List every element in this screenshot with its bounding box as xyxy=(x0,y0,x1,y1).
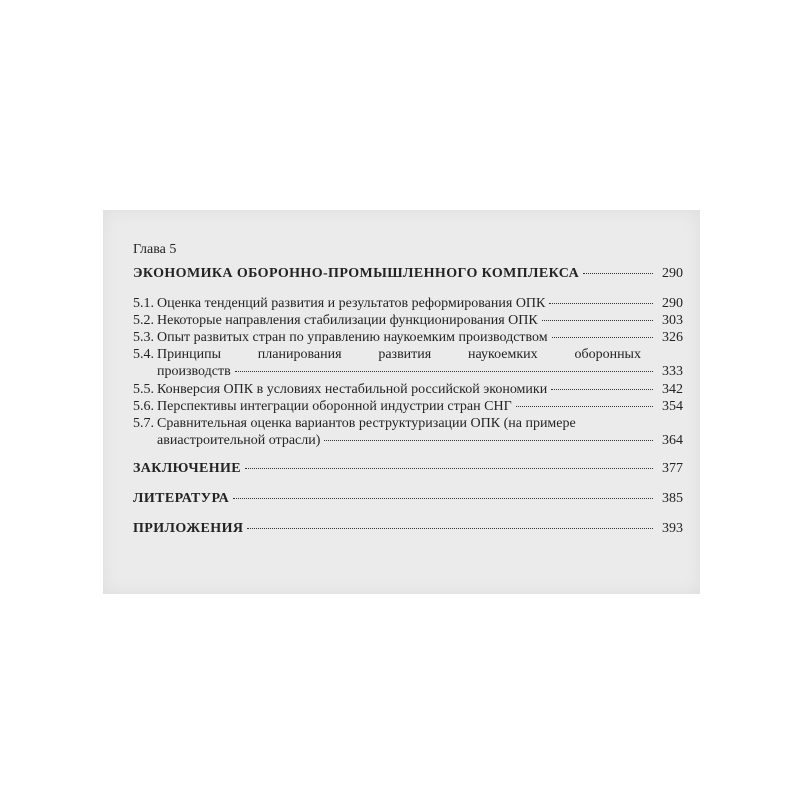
page-number: 354 xyxy=(662,399,683,414)
page-number: 333 xyxy=(662,364,683,379)
dot-leader xyxy=(324,440,653,441)
toc-entry-literature xyxy=(133,491,683,507)
section-number: 5.1. xyxy=(133,296,154,311)
toc-entry xyxy=(133,296,683,312)
section-title-line2: производств xyxy=(157,364,231,379)
page-number: 385 xyxy=(662,491,683,506)
toc-entry xyxy=(133,347,683,380)
dot-leader xyxy=(551,389,653,390)
section-title-line1: Принципы планирования развития наукоемких оборонных xyxy=(157,347,641,362)
toc-entry xyxy=(133,330,683,346)
page-number: 290 xyxy=(662,266,683,281)
dot-leader xyxy=(233,498,653,499)
page-number: 342 xyxy=(662,382,683,397)
section-title: Конверсия ОПК в условиях нестабильной российской экономики xyxy=(157,382,548,397)
section-number: 5.3. xyxy=(133,330,154,345)
section-title: Некоторые направления стабилизации функционирования ОПК xyxy=(157,313,538,328)
back-matter-title: ПРИЛОЖЕНИЯ xyxy=(133,521,244,536)
toc-entry-conclusion xyxy=(133,461,683,477)
chapter-label: Глава 5 xyxy=(133,242,177,257)
dot-leader xyxy=(583,273,653,274)
dot-leader xyxy=(516,406,653,407)
page-number: 326 xyxy=(662,330,683,345)
dot-leader xyxy=(549,303,653,304)
section-title: Опыт развитых стран по управлению наукоемким производством xyxy=(157,330,548,345)
page-number: 377 xyxy=(662,461,683,476)
toc-entry xyxy=(133,382,683,398)
book-page xyxy=(103,210,700,594)
section-title: Перспективы интеграции оборонной индустрии стран СНГ xyxy=(157,399,512,414)
toc-entry-appendices xyxy=(133,521,683,537)
section-title: Оценка тенденций развития и результатов реформирования ОПК xyxy=(157,296,546,311)
dot-leader xyxy=(552,337,653,338)
dot-leader xyxy=(245,468,653,469)
chapter-title: ЭКОНОМИКА ОБОРОННО-ПРОМЫШЛЕННОГО КОМПЛЕКСА xyxy=(133,266,580,281)
chapter-title-entry xyxy=(133,266,683,282)
section-number: 5.2. xyxy=(133,313,154,328)
dot-leader xyxy=(247,528,653,529)
section-number: 5.5. xyxy=(133,382,154,397)
section-number: 5.7. xyxy=(133,416,154,431)
dot-leader xyxy=(542,320,653,321)
back-matter-title: ЗАКЛЮЧЕНИЕ xyxy=(133,461,242,476)
toc-entry xyxy=(133,313,683,329)
section-number: 5.4. xyxy=(133,347,154,362)
page-number: 290 xyxy=(662,296,683,311)
dot-leader xyxy=(235,371,653,372)
page-number: 303 xyxy=(662,313,683,328)
page-number: 393 xyxy=(662,521,683,536)
section-number: 5.6. xyxy=(133,399,154,414)
section-title-line2: авиастроительной отрасли) xyxy=(157,433,321,448)
toc-entry xyxy=(133,399,683,415)
toc-entry xyxy=(133,416,683,449)
page-number: 364 xyxy=(662,433,683,448)
back-matter-title: ЛИТЕРАТУРА xyxy=(133,491,230,506)
section-title-line1: Сравнительная оценка вариантов реструктуризации ОПК (на примере xyxy=(157,416,576,431)
